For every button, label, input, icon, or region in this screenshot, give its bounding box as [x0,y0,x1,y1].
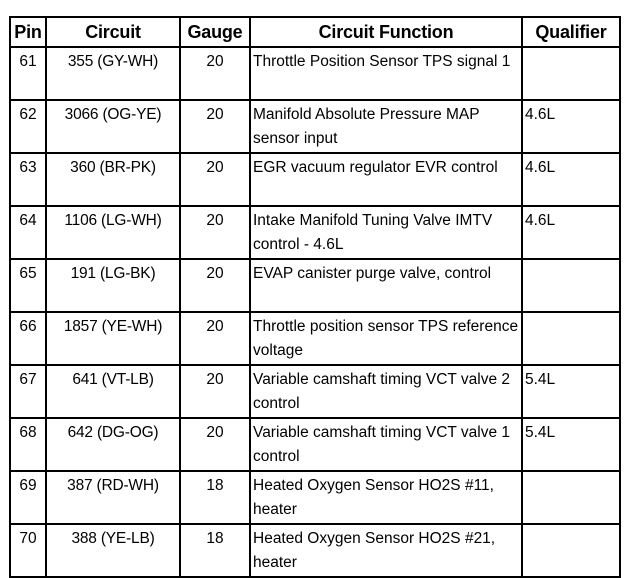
gauge-cell: 20 [180,206,250,259]
gauge-cell: 20 [180,312,250,365]
pin-cell: 61 [10,47,46,100]
table-row [10,524,620,577]
function-cell: Throttle Position Sensor TPS signal 1 [250,47,522,100]
pin-cell: 67 [10,365,46,418]
function-cell: Variable camshaft timing VCT valve 1 control [250,418,522,471]
table-row [10,312,620,365]
gauge-cell: 20 [180,47,250,100]
header-circuit: Circuit [46,17,180,47]
gauge-cell: 18 [180,524,250,577]
pin-cell: 63 [10,153,46,206]
pin-cell: 70 [10,524,46,577]
circuit-cell: 388 (YE-LB) [46,524,180,577]
pin-cell: 68 [10,418,46,471]
pin-cell: 66 [10,312,46,365]
pin-cell: 69 [10,471,46,524]
pin-cell: 62 [10,100,46,153]
circuit-cell: 641 (VT-LB) [46,365,180,418]
header-pin: Pin [10,17,46,47]
table-row [10,471,620,524]
table-body [10,47,620,577]
qualifier-cell: 5.4L [522,418,620,471]
header-row [10,17,620,47]
function-cell: Throttle position sensor TPS reference voltage [250,312,522,365]
header-circuit-function: Circuit Function [250,17,522,47]
header-gauge: Gauge [180,17,250,47]
function-cell: Variable camshaft timing VCT valve 2 control [250,365,522,418]
table-row [10,153,620,206]
header-qualifier: Qualifier [522,17,620,47]
qualifier-cell [522,471,620,524]
table-row [10,418,620,471]
function-cell: Manifold Absolute Pressure MAP sensor input [250,100,522,153]
gauge-cell: 18 [180,471,250,524]
function-cell: EVAP canister purge valve, control [250,259,522,312]
circuit-cell: 1857 (YE-WH) [46,312,180,365]
function-cell: Intake Manifold Tuning Valve IMTV control - 4.6L [250,206,522,259]
pin-cell: 64 [10,206,46,259]
table-row [10,259,620,312]
pin-cell: 65 [10,259,46,312]
table-header [10,17,620,47]
gauge-cell: 20 [180,365,250,418]
qualifier-cell [522,47,620,100]
function-cell: Heated Oxygen Sensor HO2S #21, heater [250,524,522,577]
circuit-cell: 1106 (LG-WH) [46,206,180,259]
qualifier-cell: 4.6L [522,206,620,259]
table-row [10,365,620,418]
qualifier-cell [522,259,620,312]
circuit-cell: 642 (DG-OG) [46,418,180,471]
gauge-cell: 20 [180,100,250,153]
qualifier-cell: 4.6L [522,153,620,206]
circuit-cell: 355 (GY-WH) [46,47,180,100]
qualifier-cell: 4.6L [522,100,620,153]
circuit-cell: 360 (BR-PK) [46,153,180,206]
qualifier-cell [522,312,620,365]
qualifier-cell: 5.4L [522,365,620,418]
circuit-cell: 387 (RD-WH) [46,471,180,524]
qualifier-cell [522,524,620,577]
circuit-cell: 3066 (OG-YE) [46,100,180,153]
gauge-cell: 20 [180,153,250,206]
function-cell: EGR vacuum regulator EVR control [250,153,522,206]
table-row [10,100,620,153]
circuit-cell: 191 (LG-BK) [46,259,180,312]
table-row [10,47,620,100]
pinout-table [9,16,621,578]
function-cell: Heated Oxygen Sensor HO2S #11, heater [250,471,522,524]
gauge-cell: 20 [180,418,250,471]
gauge-cell: 20 [180,259,250,312]
table-row [10,206,620,259]
